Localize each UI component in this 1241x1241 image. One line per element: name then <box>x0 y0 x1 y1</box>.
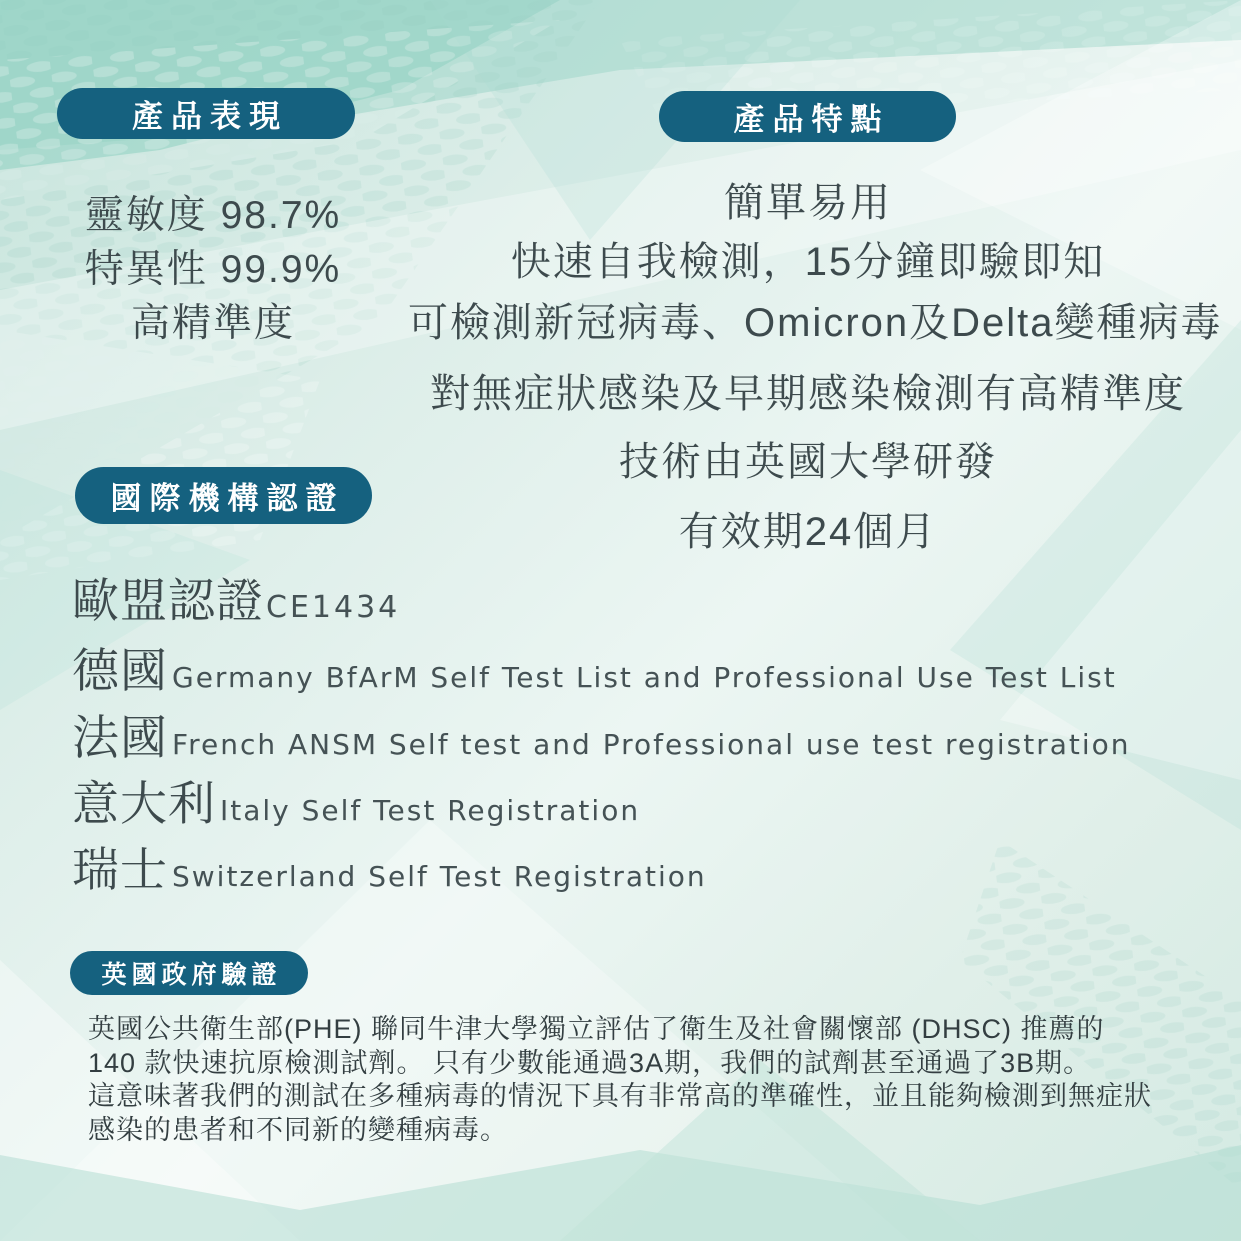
stat-specificity: 特異性 99.9% <box>84 248 342 291</box>
cert-region-label: 歐盟認證 <box>72 574 264 627</box>
cert-region-label: 法國 <box>72 711 168 764</box>
stat-sensitivity: 靈敏度 98.7% <box>84 194 342 237</box>
cert-detail-label: Germany BfArM Self Test List and Professional Use Test List <box>172 661 1117 694</box>
cert-detail-label: Italy Self Test Registration <box>220 794 641 827</box>
cert-item-france <box>72 701 1131 768</box>
uk-validation-section-badge: 英國政府驗證 <box>70 951 308 995</box>
features-section-badge: 產品特點 <box>659 91 956 142</box>
cert-item-italy <box>72 767 640 834</box>
cert-region-label: 意大利 <box>72 777 216 830</box>
cert-region-label: 德國 <box>72 644 168 697</box>
feature-item: 對無症狀感染及早期感染檢測有高精準度 <box>430 372 1186 416</box>
feature-item: 快速自我檢測，15分鐘即驗即知 <box>510 240 1106 284</box>
cert-region-label: 瑞士 <box>72 843 168 896</box>
performance-section-badge: 產品表現 <box>57 88 355 139</box>
performance-stats <box>63 189 363 351</box>
uk-paragraph-line: 感染的患者和不同新的變種病毒。 <box>88 1114 508 1145</box>
uk-paragraph-line: 這意味著我們的測試在多種病毒的情況下具有非常高的準確性，並且能夠檢測到無症狀 <box>88 1081 1152 1111</box>
feature-item: 技術由英國大學研發 <box>619 440 997 484</box>
uk-paragraph-line: 英國公共衛生部(PHE) 聯同牛津大學獨立評估了衛生及社會關懷部 (DHSC) 推薦的 <box>88 1014 1105 1044</box>
cert-detail-label: CE1434 <box>266 590 401 625</box>
feature-item: 簡單易用 <box>724 181 892 225</box>
cert-item-eu <box>72 564 400 631</box>
stat-accuracy: 高精準度 <box>130 302 295 345</box>
uk-validation-paragraph <box>88 1013 1152 1147</box>
feature-item: 有效期24個月 <box>678 510 938 554</box>
certifications-section-badge: 國際機構認證 <box>75 467 372 524</box>
feature-list <box>408 181 1223 554</box>
uk-paragraph-line: 140 款快速抗原檢測試劑。 只有少數能通過3A期，我們的試劑甚至通過了3B期。 <box>88 1047 1092 1078</box>
feature-item: 可檢測新冠病毒、Omicron及Delta變種病毒 <box>408 301 1223 345</box>
cert-detail-label: French ANSM Self test and Professional use test registration <box>172 728 1131 761</box>
cert-item-germany <box>72 634 1117 701</box>
cert-detail-label: Switzerland Self Test Registration <box>172 860 707 893</box>
cert-item-switzerland <box>72 833 707 900</box>
